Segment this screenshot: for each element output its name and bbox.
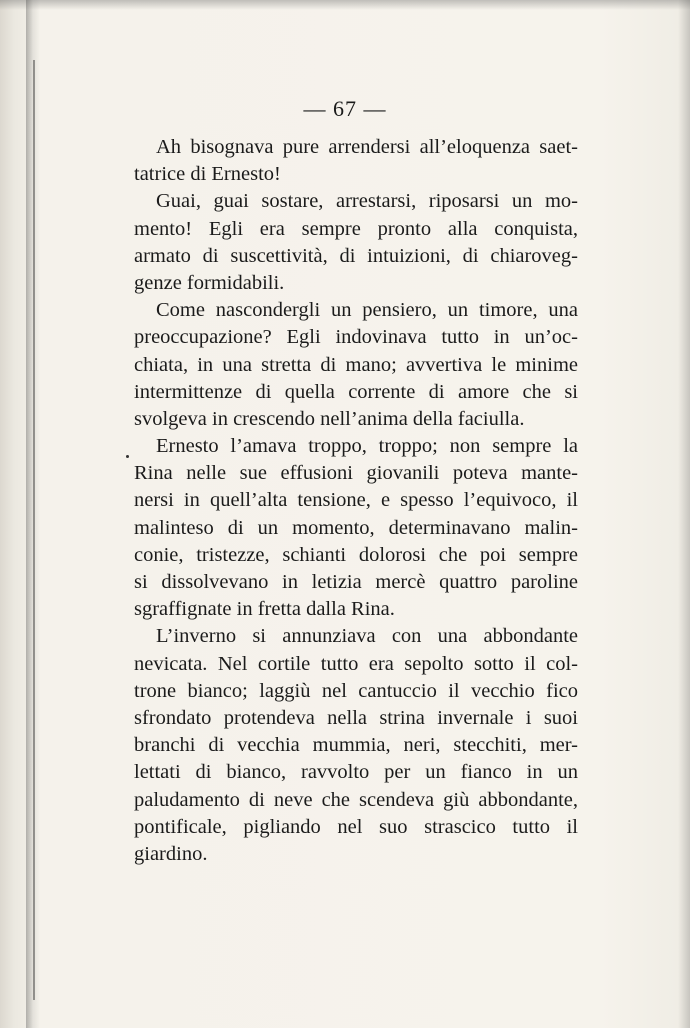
paragraph <box>134 188 578 297</box>
text-line: Rina nelle sue effusioni giovanili poteva mante- <box>134 462 578 485</box>
text-line: intermittenze di quella corrente di amore che si <box>134 380 578 403</box>
page-right-shadow <box>678 0 690 1028</box>
text-line: genze formidabili. <box>134 271 285 294</box>
page-top-shadow <box>0 0 690 10</box>
paragraph <box>134 623 578 868</box>
text-line: preoccupazione? Egli indovinava tutto in un’oc- <box>134 326 578 349</box>
text-line: L’inverno si annunziava con una abbondante <box>156 625 578 648</box>
paragraph <box>134 433 578 623</box>
text-line: lettati di bianco, ravvolto per un fianco in un <box>134 761 578 784</box>
text-line: sgraffignate in fretta dalla Rina. <box>134 598 395 621</box>
paragraph <box>134 134 578 188</box>
text-line: Ah bisognava pure arrendersi all’eloquenza saet- <box>156 136 578 158</box>
text-line: nevicata. Nel cortile tutto era sepolto sotto il col- <box>134 652 578 675</box>
text-line: si dissolvevano in letizia mercè quattro paroline <box>134 571 578 593</box>
text-line: trone bianco; laggiù nel cantuccio il vecchio fico <box>134 679 578 702</box>
text-line: tatrice di Ernesto! <box>134 163 281 186</box>
text-line: Guai, guai sostare, arrestarsi, riposarsi un mo- <box>156 190 578 213</box>
text-line: nersi in quell’alta tensione, e spesso l’equivoco, il <box>134 489 578 512</box>
text-line: malinteso di un momento, determinavano malin- <box>134 516 578 539</box>
text-line: mento! Egli era sempre pronto alla conquista, <box>134 217 578 240</box>
paragraph <box>134 297 578 433</box>
text-line: Ernesto l’amava troppo, troppo; non sempre la <box>156 435 578 458</box>
text-line: svolgeva in crescendo nell’anima della faciulla. <box>134 407 525 430</box>
text-line: sfrondato protendeva nella strina invernale i suoi <box>134 706 578 729</box>
binding-edge-line <box>33 60 35 1000</box>
text-line: armato di suscettività, di intuizioni, di chiaroveg- <box>134 244 578 267</box>
text-line: Come nascondergli un pensiero, un timore, una <box>156 299 578 322</box>
ink-speck <box>126 455 129 458</box>
body-text <box>134 134 578 868</box>
page-number: — 67 — <box>303 96 387 121</box>
text-line: paludamento di neve che scendeva giù abbondante, <box>134 788 578 811</box>
text-line: conie, tristezze, schianti dolorosi che poi sempre <box>134 543 578 566</box>
text-line: branchi di vecchia mummia, neri, stecchiti, mer- <box>134 734 578 757</box>
text-line: pontificale, pigliando nel suo strascico tutto il <box>134 815 578 838</box>
text-line: giardino. <box>134 842 208 865</box>
text-line: chiata, in una stretta di mano; avvertiva le minime <box>134 353 578 376</box>
